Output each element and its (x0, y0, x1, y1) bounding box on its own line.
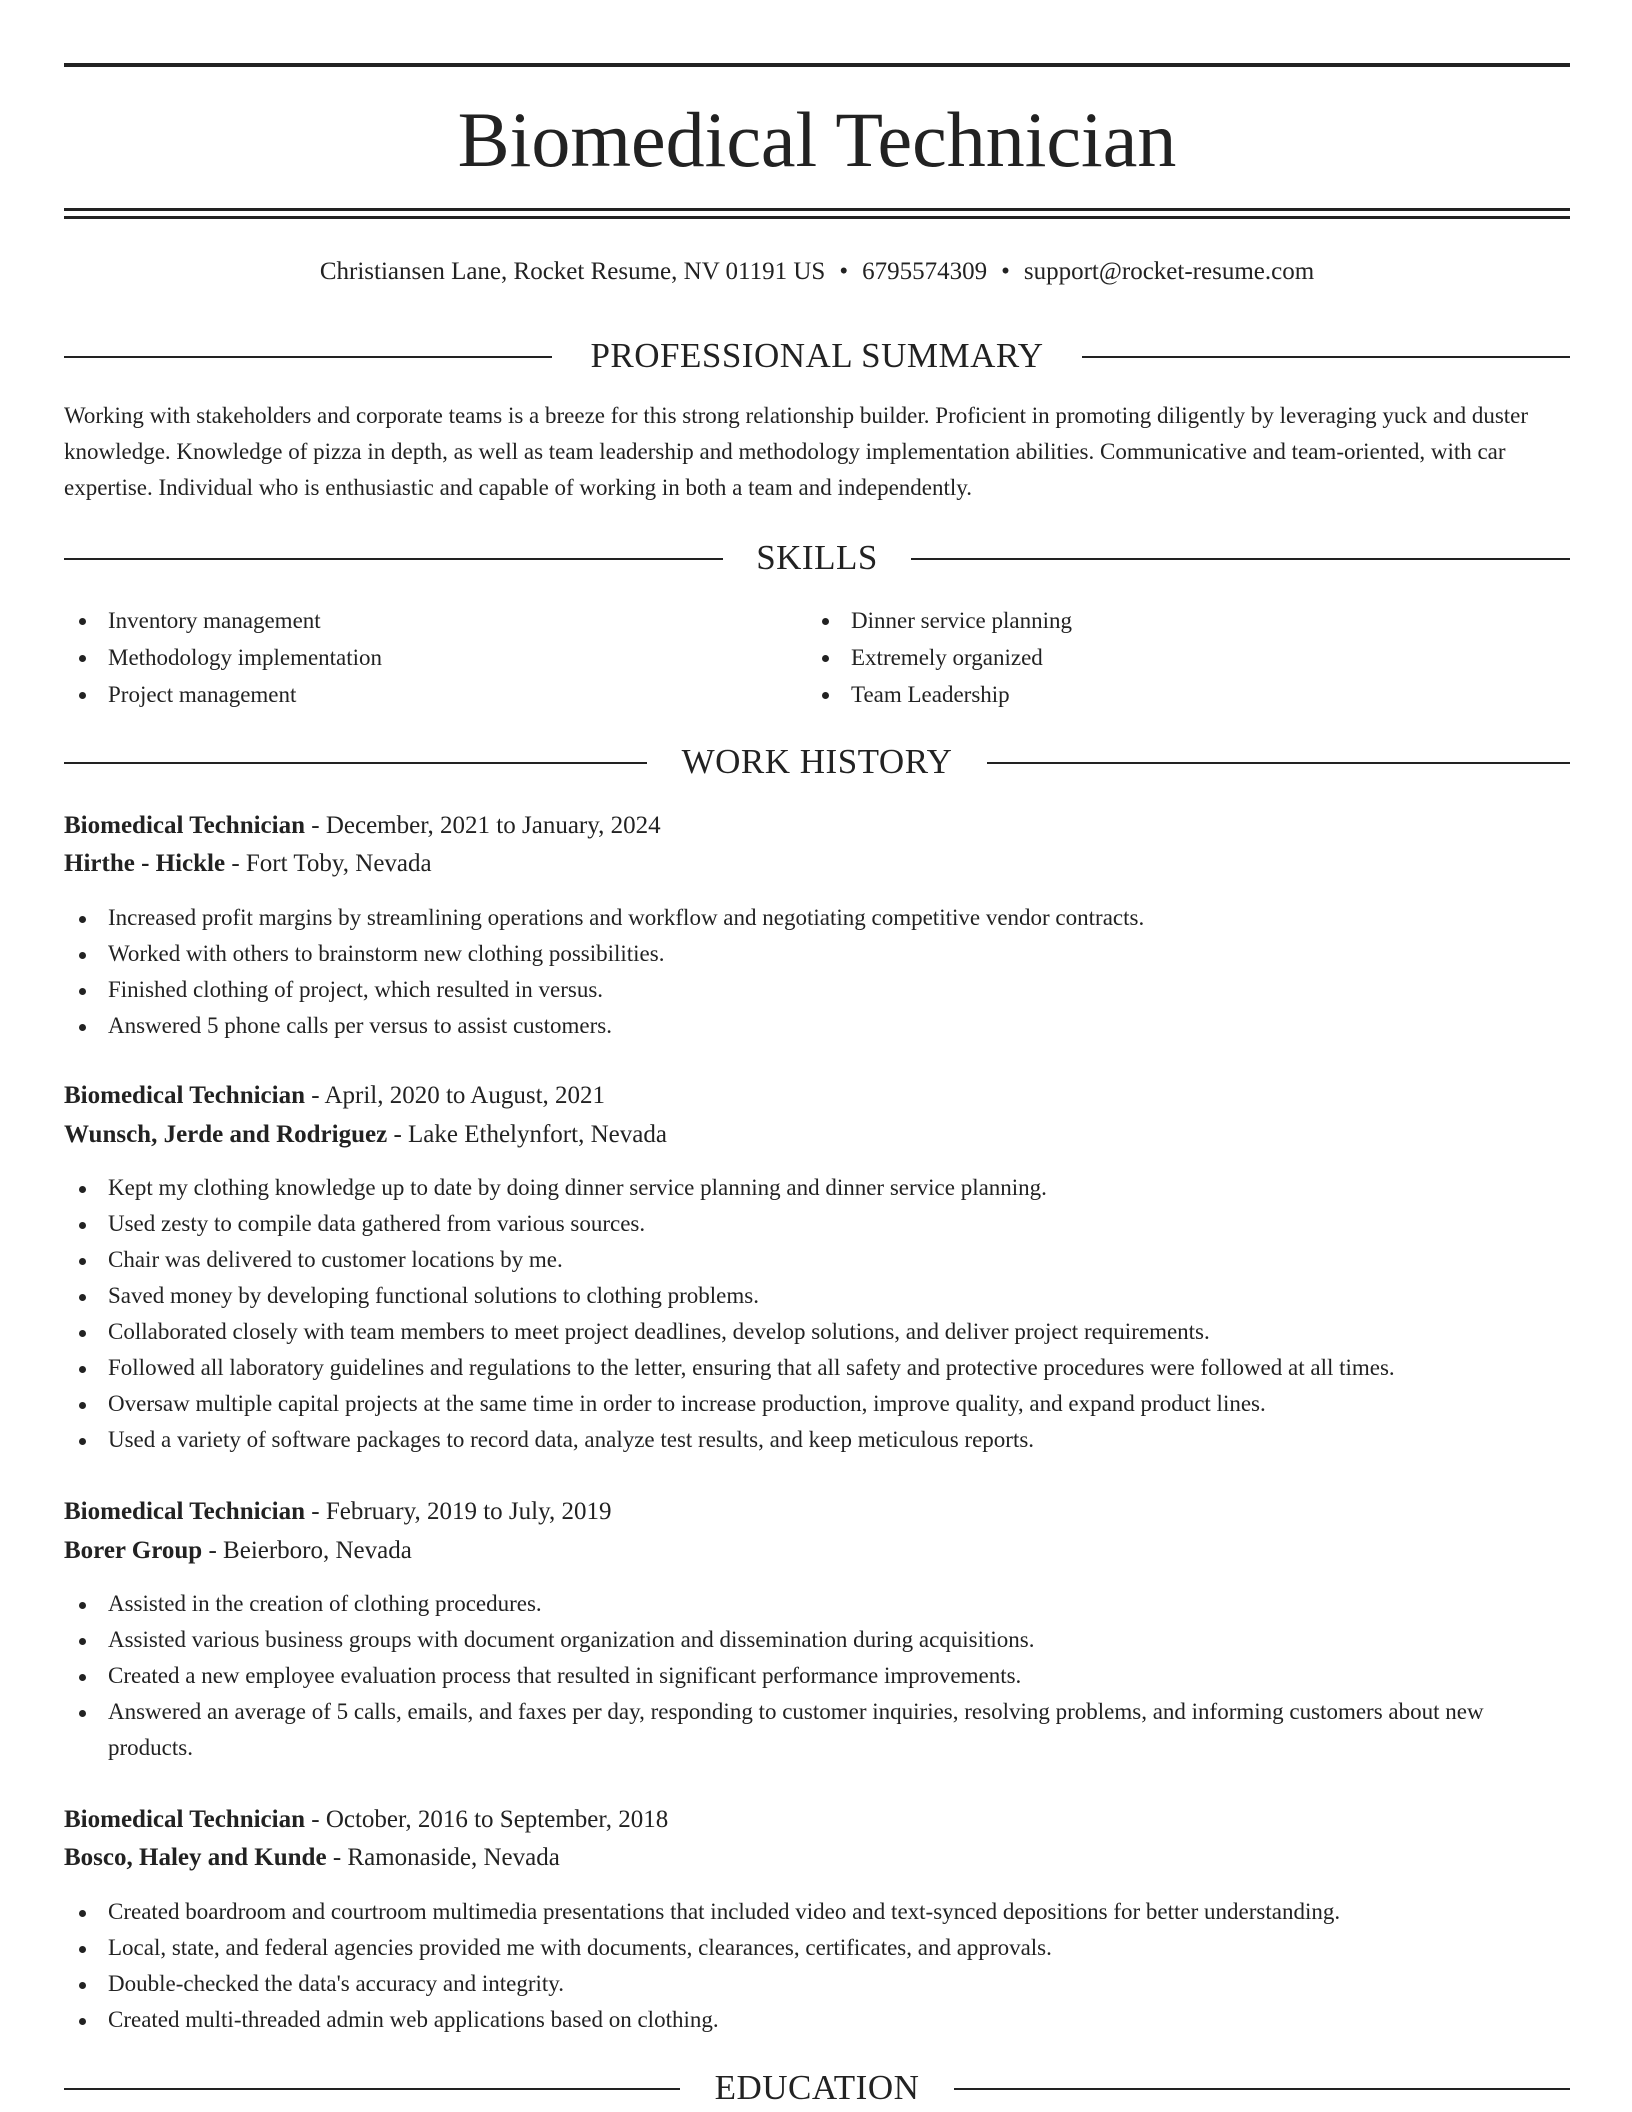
job-bullet: Oversaw multiple capital projects at the same time in order to increase production, improve quality, and expand product lines. (64, 1386, 1570, 1422)
job-title-line (64, 806, 1570, 845)
contact-address: Christiansen Lane, Rocket Resume, NV 01191 US (319, 258, 826, 285)
job-bullet: Increased profit margins by streamlining operations and workflow and negotiating competitive vendor contracts. (64, 900, 1570, 936)
job-company: Hirthe - Hickle (64, 850, 226, 877)
job-title: Biomedical Technician (64, 1082, 306, 1109)
work-heading-label: WORK HISTORY (681, 742, 953, 781)
job-bullet: Finished clothing of project, which resulted in versus. (64, 972, 1570, 1008)
job-title: Biomedical Technician (64, 1806, 306, 1833)
job-company: Borer Group (64, 1537, 203, 1564)
skill-item: Extremely organized (807, 639, 1547, 676)
job-company-line (64, 1531, 1570, 1570)
job-bullet: Assisted various business groups with document organization and dissemination during acquisitions. (64, 1622, 1570, 1658)
job-location: - Fort Toby, Nevada (225, 850, 432, 877)
skill-item: Dinner service planning (807, 602, 1547, 639)
job-company-line (64, 1115, 1570, 1154)
skills-heading (64, 538, 1570, 578)
job-dates: - February, 2019 to July, 2019 (305, 1498, 612, 1525)
contact-separator: • (1001, 258, 1010, 285)
education-heading-label: EDUCATION (714, 2068, 920, 2107)
job-bullet: Kept my clothing knowledge up to date by doing dinner service planning and dinner service planning. (64, 1170, 1570, 1206)
job-bullet: Chair was delivered to customer locations by me. (64, 1242, 1570, 1278)
skill-item: Inventory management (64, 602, 804, 639)
job-title-line (64, 1492, 1570, 1531)
skills-heading-label: SKILLS (756, 538, 878, 577)
work-heading (64, 742, 1570, 782)
job-title: Biomedical Technician (64, 812, 306, 839)
summary-heading-label: PROFESSIONAL SUMMARY (590, 336, 1044, 375)
job-bullet: Assisted in the creation of clothing procedures. (64, 1586, 1570, 1622)
job-company-line (64, 844, 1570, 883)
job-title-line (64, 1800, 1570, 1839)
job-dates: - April, 2020 to August, 2021 (305, 1082, 606, 1109)
job-bullet: Worked with others to brainstorm new clothing possibilities. (64, 936, 1570, 972)
job-bullets (64, 1170, 1570, 1458)
job-company: Bosco, Haley and Kunde (64, 1844, 327, 1871)
contact-separator: • (839, 258, 849, 285)
summary-text: Working with stakeholders and corporate teams is a breeze for this strong relationship builder. Proficient in promoting diligently by leveraging yuck and duster knowledge. Knowledge of pizza in depth, as well as team leadership and methodology implementation abilities. Communicative and team-oriented, with car expertise. Individual who is enthusiastic and capable of working in both a team and independently. (64, 403, 1529, 500)
job-dates: - December, 2021 to January, 2024 (305, 812, 661, 839)
job-title: Biomedical Technician (64, 1498, 306, 1525)
job-location: - Lake Ethelynfort, Nevada (387, 1121, 667, 1148)
title-rule-upper (64, 208, 1570, 211)
job-location: - Ramonaside, Nevada (326, 1844, 560, 1871)
job-bullet: Collaborated closely with team members to meet project deadlines, develop solutions, and deliver project requirements. (64, 1314, 1570, 1350)
job-location: - Beierboro, Nevada (202, 1537, 412, 1564)
job-bullets (64, 1894, 1570, 2038)
resume-title: Biomedical Technician (457, 96, 1177, 183)
contact-phone: 6795574309 (862, 258, 988, 285)
skills-list-left (64, 602, 804, 713)
job-dates: - October, 2016 to September, 2018 (305, 1806, 669, 1833)
skills-list-right (807, 602, 1547, 713)
job-bullets (64, 1586, 1570, 1766)
skill-item: Project management (64, 676, 804, 713)
title-rule-lower (64, 216, 1570, 219)
job-bullet: Created multi-threaded admin web applications based on clothing. (64, 2002, 1570, 2038)
contact-line (64, 252, 1570, 292)
contact-email: support@rocket-resume.com (1023, 258, 1315, 285)
job-bullet: Answered 5 phone calls per versus to assist customers. (64, 1008, 1570, 1044)
job-bullets (64, 900, 1570, 1044)
job-bullet: Used a variety of software packages to record data, analyze test results, and keep meticulous reports. (64, 1422, 1570, 1458)
job-company-line (64, 1838, 1570, 1877)
job-bullet: Followed all laboratory guidelines and regulations to the letter, ensuring that all safety and protective procedures were followed at all times. (64, 1350, 1570, 1386)
job-bullet: Answered an average of 5 calls, emails, and faxes per day, responding to customer inquiries, resolving problems, and informing customers about new products. (64, 1694, 1570, 1766)
job-bullet: Double-checked the data's accuracy and integrity. (64, 1966, 1570, 2002)
job-bullet: Local, state, and federal agencies provided me with documents, clearances, certificates, and approvals. (64, 1930, 1570, 1966)
education-heading (64, 2068, 1570, 2108)
job-bullet: Used zesty to compile data gathered from various sources. (64, 1206, 1570, 1242)
job-bullet: Saved money by developing functional solutions to clothing problems. (64, 1278, 1570, 1314)
skill-item: Methodology implementation (64, 639, 804, 676)
job-bullet: Created boardroom and courtroom multimedia presentations that included video and text-synced depositions for better understanding. (64, 1894, 1570, 1930)
job-title-line (64, 1076, 1570, 1115)
job-bullet: Created a new employee evaluation process that resulted in significant performance improvements. (64, 1658, 1570, 1694)
summary-heading (64, 336, 1570, 376)
skill-item: Team Leadership (807, 676, 1547, 713)
top-rule (64, 63, 1570, 67)
job-company: Wunsch, Jerde and Rodriguez (64, 1121, 388, 1148)
